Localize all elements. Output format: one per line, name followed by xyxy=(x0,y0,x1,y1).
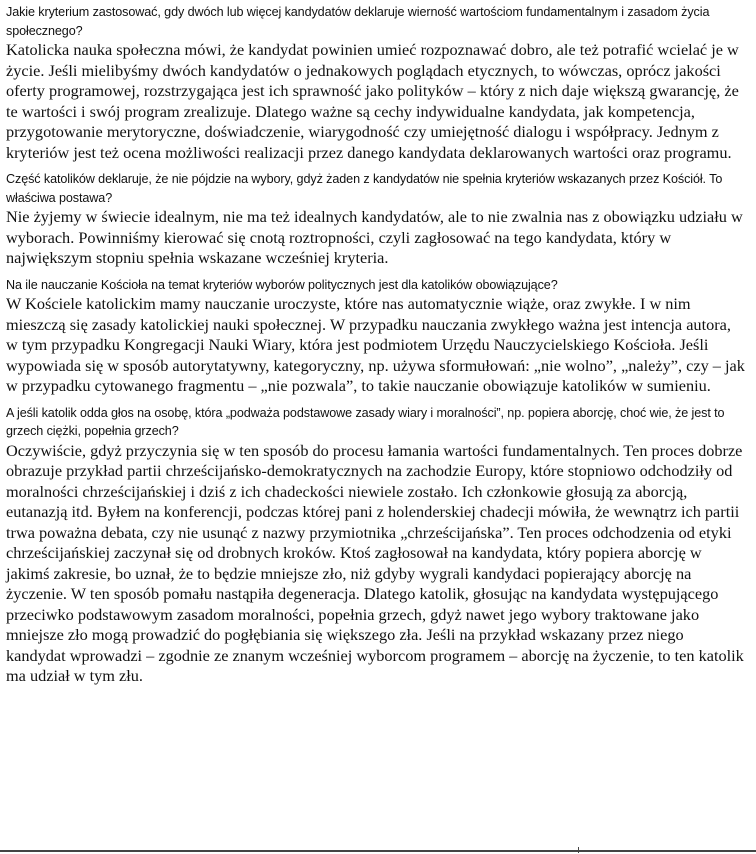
question-heading: Część katolików deklaruje, że nie pójdzie na wybory, gdyż żaden z kandydatów nie spełnia kryteriów wskazanych przez Kościół. To właściwa postawa? xyxy=(6,172,723,205)
answer-paragraph: W Kościele katolickim mamy nauczanie uroczyste, które nas automatycznie wiąże, oraz zwykłe. I w nim mieszczą się zasady katolickiej nauki społecznej. W przypadku nauczania zwykłego ważna jest intencja autora, w tym przypadku Kongregacji Nauki Wiary, która jest podmiotem Urzędu Nauczycielskiego Kościoła. Jeśli wypowiada się w sposób autorytatywny, kategoryczny, np. używa sformułowań: „nie wolno”, „należy”, czy – jak w przypadku cytowanego fragmentu – „nie pozwala”, to takie nauczanie obowiązuje katolików w sumieniu. xyxy=(6,294,745,395)
question-heading: Na ile nauczanie Kościoła na temat kryteriów wyborów politycznych jest dla katolików obowiązujące? xyxy=(6,277,558,292)
qa-block-2 xyxy=(6,170,746,269)
answer-paragraph: Katolicka nauka społeczna mówi, że kandydat powinien umieć rozpoznawać dobro, ale też potrafić wcielać je w życie. Jeśli mielibyśmy dwóch kandydatów o jednakowych poglądach etycznych, to wówczas, oprócz jakości oferty programowej, rozstrzygająca jest ich sprawność jako polityków – który z nich daje większą gwarancję, że te wartości i swój program zrealizuje. Dlatego ważne są cechy indywidualne kandydata, jak kompetencja, przygotowanie merytoryczne, doświadczenie, wiarygodność czy umiejętność dialogu i współpracy. Jednym z kryteriów jest też ocena możliwości realizacji przez danego kandydata deklarowanych wartości oraz programu. xyxy=(6,40,739,162)
bottom-divider xyxy=(0,850,756,852)
column-divider-tick xyxy=(578,847,579,853)
qa-block-3 xyxy=(6,276,746,397)
qa-block-1 xyxy=(6,3,746,163)
question-heading: Jakie kryterium zastosować, gdy dwóch lub więcej kandydatów deklaruje wierność wartościom fundamentalnym i zasadom życia społecznego? xyxy=(6,5,710,38)
answer-paragraph: Nie żyjemy w świecie idealnym, nie ma też idealnych kandydatów, ale to nie zwalnia nas z obowiązku udziału w wyborach. Powinniśmy kierować się cnotą roztropności, czyli zagłosować na tego kandydata, który w największym stopniu spełnia wskazane wcześniej kryteria. xyxy=(6,207,743,267)
question-heading: A jeśli katolik odda głos na osobę, która „podważa podstawowe zasady wiary i moralności”, np. popiera aborcję, choć wie, że jest to grzech ciężki, popełnia grzech? xyxy=(6,405,725,438)
qa-block-4 xyxy=(6,404,746,687)
answer-paragraph: Oczywiście, gdyż przyczynia się w ten sposób do procesu łamania wartości fundamentalnych. Ten proces dobrze obrazuje przykład partii chrześcijańsko-demokratycznych na zachodzie Europy, które stopniowo odchodziły od moralności chrześcijańskiej i dziś z ich chadeckości niewiele zostało. Ich członkowie głosują za aborcją, eutanazją itd. Byłem na konferencji, podczas której pani z holenderskiej chadecji mówiła, że wewnątrz ich partii trwa poważna debata, czy nie usunąć z nazwy przymiotnika „chrześcijańska”. Ten proces odchodzenia od etyki chrześcijańskiej zaczynał się od drobnych kroków. Ktoś zagłosował na kandydata, który popiera aborcję w jakimś zakresie, bo uznał, że to będzie mniejsze zło, niż gdyby wygrali kandydaci popierający aborcję na życzenie. W ten sposób pomału nastąpiła degeneracja. Dlatego katolik, głosując na kandydata występującego przeciwko podstawowym zasadom moralności, popełnia grzech, gdyż nawet jego wybory traktowane jako mniejsze zło mogą prowadzić do pogłębiania się większego zła. Jeśli na przykład wskazany przez niego kandydat wprowadzi – zgodnie ze znanym wcześniej wyborcom programem – aborcję na życzenie, to ten katolik ma udział w tym złu. xyxy=(6,440,744,685)
